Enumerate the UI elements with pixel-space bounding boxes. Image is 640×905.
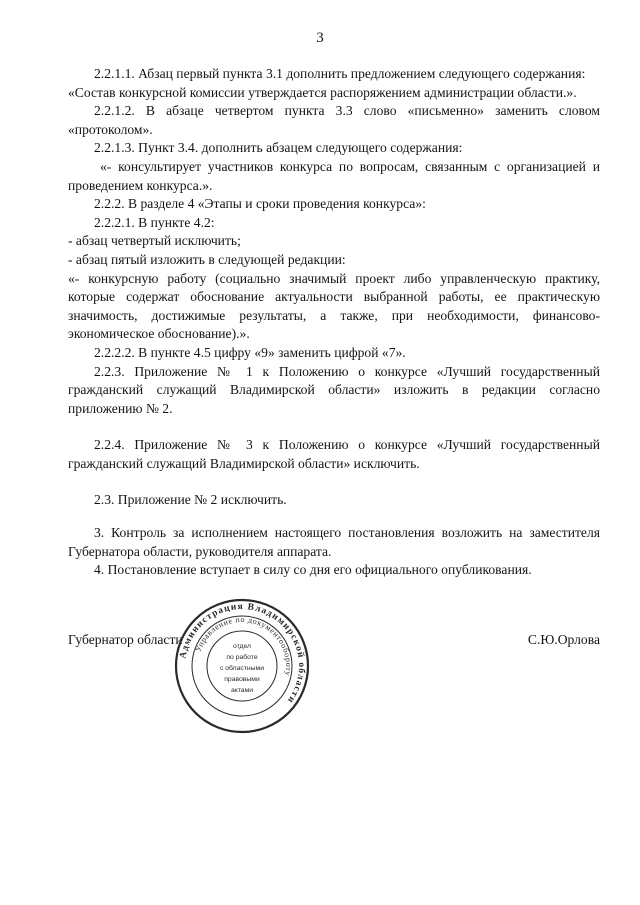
paragraph: 4. Постановление вступает в силу со дня его официального опубликования. xyxy=(94,562,532,578)
page-number: 3 xyxy=(316,30,324,46)
paragraph: 2.3. Приложение № 2 исключить. xyxy=(94,492,287,508)
stamp-center-line: правовыми xyxy=(224,676,260,683)
stamp-outer-text: Администрация Владимирской области xyxy=(178,601,307,706)
document-body xyxy=(68,65,600,580)
stamp-center-line: отдел xyxy=(232,643,252,650)
signature-name: С.Ю.Орлова xyxy=(527,632,600,647)
paragraph: 2.2.2.1. В пункте 4.2: xyxy=(94,214,215,230)
stamp-ring-text: Управление по документообороту xyxy=(193,614,294,677)
stamp-center-line: по работе xyxy=(226,654,258,661)
paragraph: «- консультирует участников конкурса по вопросам, связанным с организацией и проведением конкурса.». xyxy=(68,158,600,193)
paragraph: 2.2.4. Приложение № 3 к Положению о конкурсе «Лучший государственный гражданский служащий Владимирской области» исключить. xyxy=(68,437,600,471)
official-stamp xyxy=(172,596,312,736)
paragraph: 3. Контроль за исполнением настоящего постановления возложить на заместителя Губернатора области, руководителя аппарата. xyxy=(68,525,600,559)
paragraph: «Состав конкурсной комиссии утверждается распоряжением администрации области.». xyxy=(68,84,577,100)
paragraph: - абзац четвертый исключить; xyxy=(68,233,241,249)
paragraph: 2.2.1.3. Пункт 3.4. дополнить абзацем следующего содержания: xyxy=(94,140,463,156)
signature-title: Губернатор области xyxy=(68,632,183,647)
stamp-center-line: с областными xyxy=(219,665,265,672)
paragraph: 2.2.1.1. Абзац первый пункта 3.1 дополнить предложением следующего содержания: xyxy=(94,66,586,81)
paragraph: 2.2.3. Приложение № 1 к Положению о конкурсе «Лучший государственный гражданский служащий Владимирской области» изложить в редакции согласно приложению № 2. xyxy=(68,363,600,416)
stamp-center-line: актами xyxy=(230,687,254,694)
paragraph: - абзац пятый изложить в следующей редакции: xyxy=(68,251,346,267)
paragraph: 2.2.2. В разделе 4 «Этапы и сроки проведения конкурса»: xyxy=(94,196,426,212)
paragraph: 2.2.2.2. В пункте 4.5 цифру «9» заменить цифрой «7». xyxy=(94,344,406,360)
paragraph: 2.2.1.2. В абзаце четвертом пункта 3.3 слово «письменно» заменить словом «протоколом». xyxy=(68,103,600,137)
paragraph: «- конкурсную работу (социально значимый проект либо управленческую практику, которые содержат обоснование актуальности выбранной работы, ее практическую значимость, достижимые результаты, а также, при необходимости, финансово-экономическое обоснование).». xyxy=(68,270,600,342)
